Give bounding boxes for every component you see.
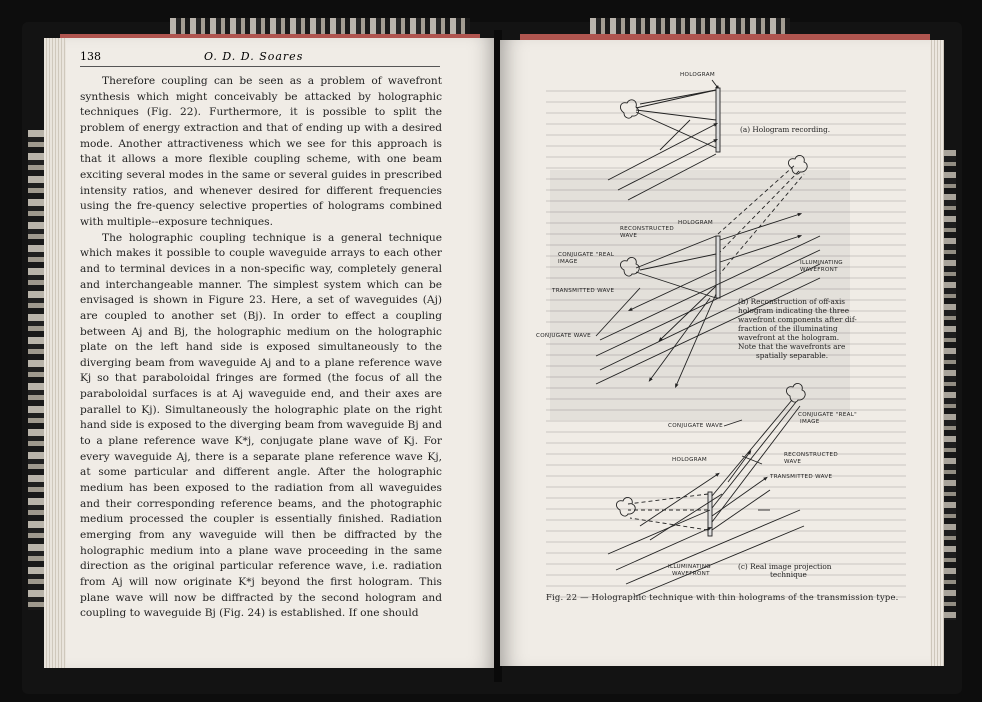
header-rule — [80, 66, 440, 67]
panel-b-hologram-label: HOLOGRAM — [678, 220, 713, 226]
panel-b-caption — [738, 297, 857, 360]
caption-line: fraction of the illuminating — [738, 324, 838, 333]
panel-c-conj-wave-label: CONJUGATE WAVE — [668, 423, 723, 429]
caption-line: spatially separable. — [756, 351, 829, 360]
panel-c-illuminating-label: ILLUMINATING — [668, 564, 711, 570]
caption-line: hologram indicating the three — [738, 306, 850, 315]
caption-line: Note that the wavefronts are — [738, 342, 846, 351]
caption-line: wavefront components after dif- — [738, 315, 857, 324]
panel-b-reconstructed-label: RECONSTRUCTED — [620, 226, 674, 232]
figure-caption: Fig. 22 — Holographic technique with thin holograms of the transmission type. — [546, 592, 899, 602]
panel-c-transmitted-label: TRANSMITTED WAVE — [770, 474, 833, 480]
paragraph: The holographic coupling technique is a general technique which makes it possible to couple waveguide arrays to each other and to terminal devices in a non-specific way, completely general and interchangeable manner. The simplest system which can be envisaged is shown in Figure 23. Here, a set of waveguides (Aj) are coupled to another set (Bj). In order to effect a coupling between Aj and Bj, the holographic medium on the holographic plate on the left hand side is exposed simultaneously to the diverging beam from waveguide Aj and to a plane reference wave Kj so that paraboloidal fringes are formed (the focus of all the paraboloidal surfaces is at Aj waveguide end, and their axes are parallel to Kj). Simultaneously the holographic plate on the right hand side is exposed to the diverging beam from waveguide Bj and to a plane reference wave K*j, conjugate plane wave of Kj. For every waveguide Aj, there is a separate plane reference wave Kj, at some particular and different angle. After the holographic medium has been exposed to the radiation from all waveguides and their corresponding reference beams, and the photographic medium processed the coupler is essentially finished. Radiation emerging from any waveguide will then be diffracted by the holographic medium into a plane wave proceeding in the same direction as the original particular reference wave, i.e. radiation from Aj will now originate K*j beyond the first hologram. This plane wave will now be diffracted by the second hologram and coupling to waveguide Bj (Fig. 24) is established. If one should — [80, 231, 442, 620]
paragraph: Therefore coupling can be seen as a problem of wavefront synthesis which might conceivably be attacked by holographic techniques (Fig. 22). Furthermore, it is possible to split the problem of energy extraction and that of ending up with a desired mode. Another attractiveness which we see for this approach is that it allows a more flexible coupling scheme, with one beam exciting several modes in the same or several guides in prescribed intensity ratios, and whenever desired for different frequencies using the fre-quency selective properties of holograms combined with multiple--exposure techniques. — [80, 75, 442, 228]
panel-a-caption: (a) Hologram recording. — [740, 125, 831, 134]
panel-c-conj-real-label-2: IMAGE — [800, 419, 820, 425]
panel-c-hologram-label: HOLOGRAM — [672, 457, 707, 463]
panel-b-illuminating-label: ILLUMINATING — [800, 260, 843, 266]
right-page — [500, 40, 930, 666]
panel-c-virtual-blob — [616, 497, 635, 516]
panel-b-illuminating-label-2: WAVEFRONT — [800, 267, 838, 273]
figure-22 — [500, 40, 930, 666]
panel-c-caption-1: (c) Real image projection — [738, 562, 832, 571]
marbled-edge-top-left — [170, 18, 470, 34]
marbled-edge-right — [944, 150, 956, 620]
panel-c-reconstructed-label-2: WAVE — [784, 459, 802, 465]
panel-c-real-image-blob — [786, 383, 805, 402]
panel-c-illuminating-label-2: WAVEFRONT — [672, 571, 710, 577]
virtual-image-blob — [788, 155, 807, 174]
body-text — [80, 74, 442, 622]
caption-line: wavefront at the hologram. — [738, 333, 840, 342]
panel-b-conj-real-label: CONJUGATE "REAL — [558, 252, 615, 258]
panel-c-reconstructed-label: RECONSTRUCTED — [784, 452, 838, 458]
panel-c-caption-2: technique — [770, 570, 807, 579]
panel-b-conj-wave-label: CONJUGATE WAVE — [536, 333, 591, 339]
panel-c-conj-real-label: CONJUGATE "REAL" — [798, 412, 858, 418]
panel-b-reconstructed-label-2: WAVE — [620, 233, 638, 239]
panel-b-conj-real-label-2: IMAGE — [558, 259, 578, 265]
caption-line: (b) Reconstruction of off-axis — [738, 297, 846, 306]
running-head-author: O. D. D. Soares — [204, 50, 304, 63]
real-image-blob — [620, 257, 639, 276]
panel-b-transmitted-label: TRANSMITTED WAVE — [552, 288, 615, 294]
panel-a — [608, 72, 720, 200]
page-number: 138 — [80, 50, 101, 63]
object-blob-a — [620, 100, 638, 118]
panel-a-hologram-label: HOLOGRAM — [680, 72, 715, 78]
running-head — [80, 50, 440, 70]
marbled-edge-top-right — [590, 18, 790, 34]
marbled-edge-left — [28, 130, 44, 610]
